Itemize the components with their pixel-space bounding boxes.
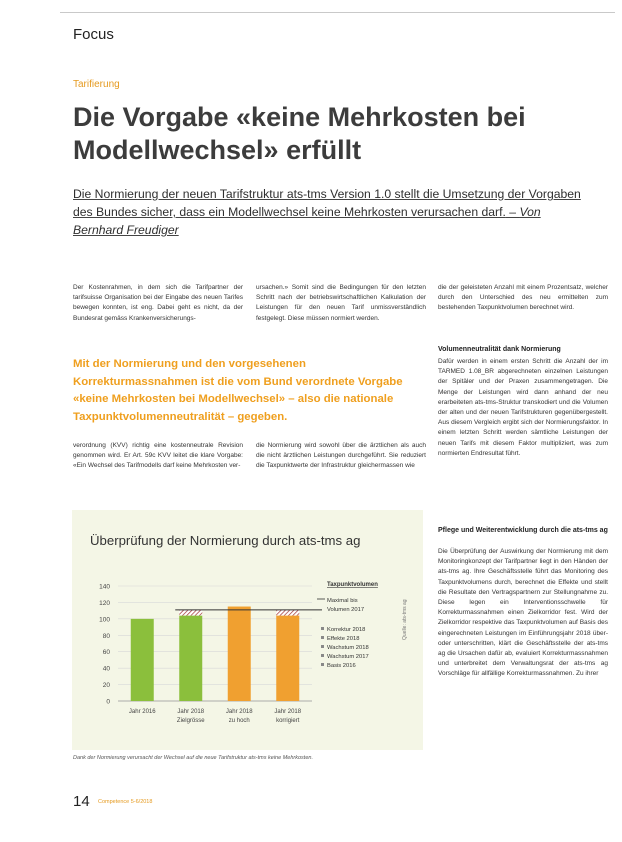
bar-chart	[72, 560, 423, 740]
y-tick-label: 40	[102, 665, 110, 673]
bar	[228, 607, 251, 701]
legend-swatch	[321, 645, 324, 648]
legend-item: Volumen 2017	[327, 607, 365, 613]
y-tick-label: 20	[102, 682, 110, 690]
subhead-maintenance: Pflege und Weiterentwicklung durch die ats-tms ag	[438, 527, 608, 534]
legend-item: Basis 2016	[327, 663, 356, 669]
column-3-middle: Dafür werden in einem ersten Schritt die Anzahl der im TARMED 1.08_BR abgerechneten einzelnen Leistungen der Spitäler und der Praxen zusammengetragen. Die Menge der Leistungen wird dann anhand der neu erarbeiteten ats-tms-Struktur transkodiert und die Volumen der alten und der neuen Tarifstrukturen gegenübergestellt. Aus diesem Vergleich ergibt sich der Normierungsfaktor. In einem letzten Schritt werden sämtliche Leistungen der neuen Tarifs mit diesem Faktor multipliziert, was zum normierten Endresultat führt.	[438, 358, 608, 457]
column-1-top: Der Kostenrahmen, in dem sich die Tarifpartner der tarifsuisse Organisation bei der Eingabe des neuen Tarifes bewegen konnten, ist eng. Dabei geht es nicht, da der Bundesrat gemäss Krankenversicherungs-	[73, 284, 243, 322]
page-number: 14	[73, 793, 90, 810]
top-rule	[60, 12, 615, 13]
lead-text: Die Normierung der neuen Tarifstruktur ats-tms Version 1.0 stellt die Umsetzung der Vorgaben des Bundes sicher, dass ein Modellwechsel keine Mehrkosten verursachen darf.	[73, 187, 581, 219]
x-tick-label: Zielgrösse	[176, 718, 205, 724]
x-tick-label: korrigiert	[276, 718, 300, 724]
figure-source-credit: Quelle: ats-tms ag	[402, 599, 408, 640]
bar	[276, 616, 299, 701]
author-byline: Von Bernhard Freudiger	[73, 205, 541, 237]
publication-name: Competence 5-6/2018	[98, 799, 153, 805]
article-lead	[73, 185, 593, 239]
legend-item: Wachstum 2018	[327, 645, 369, 651]
bar	[179, 616, 202, 701]
bar-hatched-segment	[179, 610, 202, 616]
x-tick-label: Jahr 2018	[274, 709, 302, 715]
column-3-top: die der geleisteten Anzahl mit einem Prozentsatz, welcher durch den Unterschied des neu ermittelten zum bestehenden Taxpunktvolumen berechnet wird.	[438, 284, 608, 312]
figure-caption: Dank der Normierung verursacht der Wechsel auf die neue Tarifstruktur ats-tms keine Mehrkosten.	[73, 755, 313, 761]
legend-swatch	[321, 627, 324, 630]
y-tick-label: 0	[106, 698, 110, 706]
legend-item: Effekte 2018	[327, 636, 360, 642]
y-tick-label: 100	[99, 616, 110, 624]
legend-swatch	[321, 654, 324, 657]
legend-title: Taxpunktvolumen	[327, 582, 378, 588]
legend-swatch	[321, 636, 324, 639]
y-tick-label: 80	[102, 632, 110, 640]
legend-item: Maximal bis	[327, 598, 358, 604]
bar	[131, 619, 154, 701]
column-2-top: ursachen.» Somit sind die Bedingungen für den letzten Schritt nach der betriebswirtschaftlichen Kalkulation der Leistungen für den neuen Tarif unmissverständlich festgelegt. Diese müssen normiert werden.	[256, 284, 426, 322]
column-1-bottom: verordnung (KVV) richtig eine kostenneutrale Revision genommen wird. Er Art. 59c KVV leitet die klare Vorgabe: «Ein Wechsel des Tarifmodells darf keine Mehrkosten ver-	[73, 442, 243, 470]
chart-title: Überprüfung der Normierung durch ats-tms ag	[90, 533, 361, 548]
legend-item: Wachstum 2017	[327, 654, 369, 660]
x-tick-label: Jahr 2018	[225, 709, 253, 715]
column-3-bottom: Die Überprüfung der Auswirkung der Normierung mit dem Monitoringkonzept der Tarifpartner liegt in den Händen der ats-tms ag. Ihre Geschäftsstelle führt das Monitoring des Taxpunktvolumens durch, berechnet die Effekte und stellt die Resultate den Vertragspartnern zur Stellungnahme zu. Diese legen ein Interventionsschwelle für Korrekturmassnahmen einen Zielkorridor fest. Wird der Zielkorridor respektive das Taxpunktvolumen auf Basis des eingerechneten Leistungen im Einführungsjahr 2018 über- oder unterschritten, klärt die Geschäftsstelle der ats-tms ag die Ursachen dafür ab, evaluiert Korrekturmassnahmen und unterbreitet dem Verwaltungsrat der ats-tms ag Vorschläge für allfällige Korrekturmassnahmen. Zu ihrer	[438, 548, 608, 678]
column-2-bottom: die Normierung wird sowohl über die ärztlichen als auch die nicht ärztlichen Leistungen durchgeführt. Sie reduziert die Taxpunktwerte der Infrastruktur gleichermassen wie	[256, 442, 426, 470]
bar-hatched-segment	[276, 610, 299, 616]
y-tick-label: 120	[99, 599, 110, 607]
article-title: Die Vorgabe «keine Mehrkosten bei Modellwechsel» erfüllt	[73, 102, 526, 165]
x-tick-label: Jahr 2018	[177, 709, 205, 715]
legend-swatch	[321, 663, 324, 666]
pull-quote: Mit der Normierung und den vorgesehenen Korrekturmassnahmen ist die vom Bund verordnete Vorgabe «keine Mehrkosten bei Modellwechsel» – also die nationale Taxpunktvolumenneutralität – gegeben.	[73, 358, 403, 423]
legend-item: Korrektur 2018	[327, 627, 366, 633]
y-tick-label: 60	[102, 649, 110, 657]
article-rubric: Tarifierung	[73, 79, 120, 90]
subhead-volume-neutrality: Volumenneutralität dank Normierung	[438, 346, 561, 353]
x-tick-label: Jahr 2016	[128, 709, 156, 715]
section-label: Focus	[73, 26, 114, 43]
x-tick-label: zu hoch	[228, 718, 250, 724]
lead-separator: –	[505, 205, 520, 219]
y-tick-label: 140	[99, 583, 110, 591]
